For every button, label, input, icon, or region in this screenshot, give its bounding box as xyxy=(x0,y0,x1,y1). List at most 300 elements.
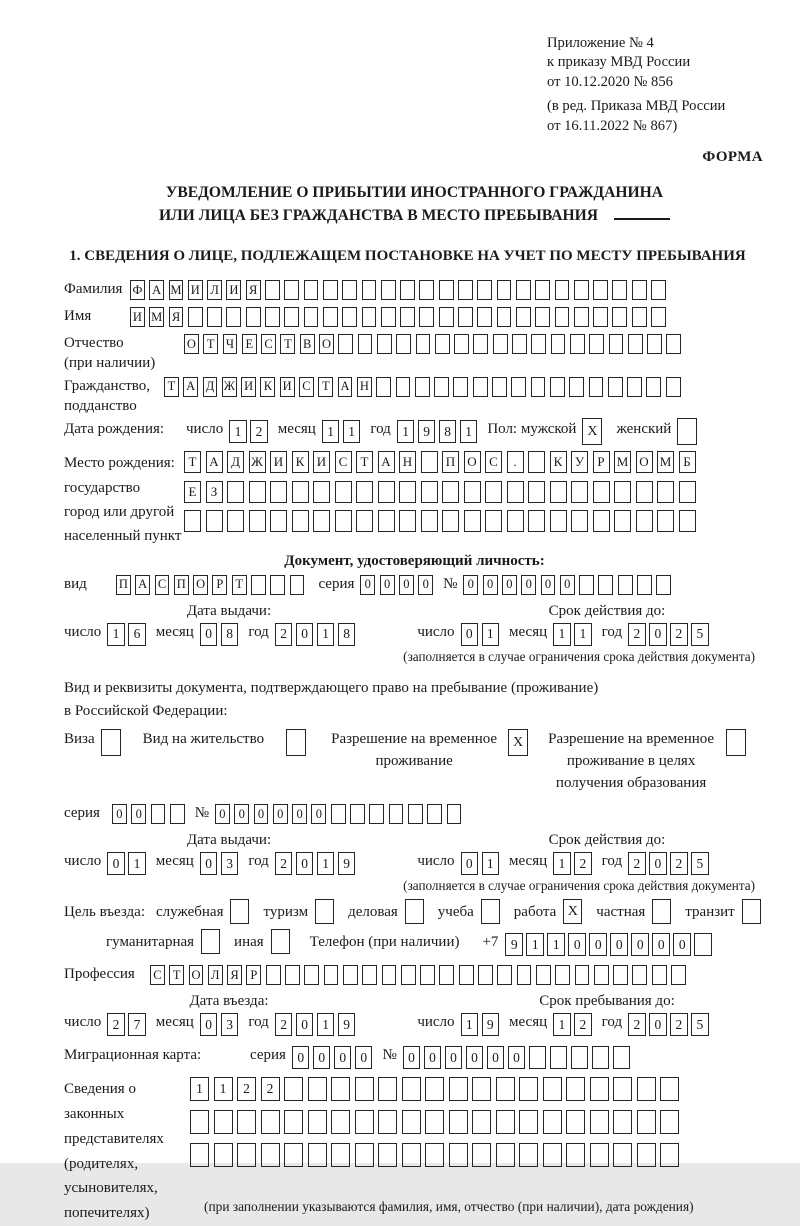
char-cell[interactable]: 0 xyxy=(483,575,498,595)
char-cell[interactable] xyxy=(270,575,285,595)
char-cell[interactable] xyxy=(261,1143,280,1167)
char-cell[interactable]: 0 xyxy=(313,1046,331,1069)
char-cell[interactable] xyxy=(350,804,365,824)
char-cell[interactable]: 1 xyxy=(397,420,415,443)
char-cell[interactable] xyxy=(369,804,384,824)
char-cell[interactable] xyxy=(566,1110,585,1134)
char-cell[interactable] xyxy=(190,1110,209,1134)
char-cell[interactable] xyxy=(343,965,358,985)
char-cell[interactable] xyxy=(402,1110,421,1134)
char-cell[interactable]: 1 xyxy=(460,420,478,443)
char-cell[interactable] xyxy=(632,307,647,327)
char-cell[interactable] xyxy=(292,510,309,532)
char-cell[interactable] xyxy=(593,307,608,327)
char-cell[interactable] xyxy=(579,575,594,595)
char-cell[interactable] xyxy=(304,280,319,300)
char-cell[interactable] xyxy=(331,804,346,824)
purpose-study-checkbox[interactable] xyxy=(481,899,500,924)
char-cell[interactable] xyxy=(270,481,287,503)
char-cell[interactable] xyxy=(266,965,281,985)
char-cell[interactable]: 0 xyxy=(200,1013,218,1036)
char-cell[interactable] xyxy=(507,481,524,503)
char-cell[interactable]: 0 xyxy=(334,1046,352,1069)
char-cell[interactable] xyxy=(356,510,373,532)
char-cell[interactable] xyxy=(439,280,454,300)
char-cell[interactable] xyxy=(593,280,608,300)
char-cell[interactable] xyxy=(647,334,662,354)
char-cell[interactable] xyxy=(637,1077,656,1101)
char-cell[interactable]: 0 xyxy=(560,575,575,595)
char-cell[interactable] xyxy=(497,280,512,300)
char-cell[interactable]: Т xyxy=(184,451,201,473)
char-cell[interactable]: 0 xyxy=(461,852,479,875)
char-cell[interactable] xyxy=(401,965,416,985)
char-cell[interactable]: И xyxy=(270,451,287,473)
char-cell[interactable] xyxy=(473,377,488,397)
char-cell[interactable] xyxy=(419,307,434,327)
char-cell[interactable] xyxy=(543,1110,562,1134)
char-cell[interactable] xyxy=(464,510,481,532)
char-cell[interactable] xyxy=(308,1077,327,1101)
char-cell[interactable] xyxy=(531,334,546,354)
char-cell[interactable] xyxy=(651,307,666,327)
char-cell[interactable]: А xyxy=(149,280,164,300)
char-cell[interactable] xyxy=(529,1046,547,1069)
char-cell[interactable]: 1 xyxy=(317,852,335,875)
char-cell[interactable] xyxy=(575,965,590,985)
char-cell[interactable]: Л xyxy=(208,965,223,985)
char-cell[interactable]: 0 xyxy=(292,804,307,824)
sex-female-checkbox[interactable] xyxy=(677,418,697,445)
char-cell[interactable] xyxy=(636,481,653,503)
char-cell[interactable]: Т xyxy=(232,575,247,595)
char-cell[interactable] xyxy=(555,280,570,300)
char-cell[interactable] xyxy=(324,965,339,985)
char-cell[interactable]: 8 xyxy=(338,623,356,646)
char-cell[interactable]: С xyxy=(261,334,276,354)
char-cell[interactable] xyxy=(632,280,647,300)
char-cell[interactable]: К xyxy=(550,451,567,473)
char-cell[interactable] xyxy=(657,481,674,503)
char-cell[interactable] xyxy=(285,965,300,985)
char-cell[interactable] xyxy=(335,481,352,503)
char-cell[interactable] xyxy=(613,1077,632,1101)
purpose-business-checkbox[interactable] xyxy=(405,899,424,924)
char-cell[interactable]: 0 xyxy=(355,1046,373,1069)
char-cell[interactable] xyxy=(356,481,373,503)
char-cell[interactable] xyxy=(190,1143,209,1167)
char-cell[interactable] xyxy=(331,1143,350,1167)
char-cell[interactable] xyxy=(447,804,462,824)
char-cell[interactable] xyxy=(399,510,416,532)
char-cell[interactable]: 0 xyxy=(461,623,479,646)
char-cell[interactable]: Р xyxy=(212,575,227,595)
char-cell[interactable]: М xyxy=(614,451,631,473)
char-cell[interactable] xyxy=(590,1077,609,1101)
char-cell[interactable] xyxy=(381,280,396,300)
char-cell[interactable] xyxy=(184,510,201,532)
char-cell[interactable]: 0 xyxy=(200,623,218,646)
char-cell[interactable] xyxy=(449,1110,468,1134)
char-cell[interactable] xyxy=(335,510,352,532)
char-cell[interactable] xyxy=(284,1110,303,1134)
char-cell[interactable]: С xyxy=(299,377,314,397)
char-cell[interactable]: 2 xyxy=(670,623,688,646)
char-cell[interactable] xyxy=(381,307,396,327)
char-cell[interactable] xyxy=(323,307,338,327)
char-cell[interactable] xyxy=(519,1143,538,1167)
char-cell[interactable]: С xyxy=(150,965,165,985)
char-cell[interactable]: 1 xyxy=(317,1013,335,1036)
char-cell[interactable] xyxy=(637,575,652,595)
char-cell[interactable] xyxy=(613,1110,632,1134)
char-cell[interactable] xyxy=(378,510,395,532)
char-cell[interactable] xyxy=(249,481,266,503)
char-cell[interactable] xyxy=(449,1143,468,1167)
char-cell[interactable]: Т xyxy=(318,377,333,397)
char-cell[interactable]: 9 xyxy=(482,1013,500,1036)
char-cell[interactable]: 1 xyxy=(553,623,571,646)
purpose-official-checkbox[interactable] xyxy=(230,899,249,924)
char-cell[interactable] xyxy=(636,510,653,532)
char-cell[interactable]: 0 xyxy=(254,804,269,824)
char-cell[interactable]: Н xyxy=(399,451,416,473)
char-cell[interactable] xyxy=(378,481,395,503)
char-cell[interactable] xyxy=(477,280,492,300)
char-cell[interactable]: 2 xyxy=(250,420,268,443)
char-cell[interactable] xyxy=(355,1110,374,1134)
char-cell[interactable] xyxy=(519,1110,538,1134)
char-cell[interactable]: А xyxy=(206,451,223,473)
char-cell[interactable]: 2 xyxy=(275,1013,293,1036)
char-cell[interactable] xyxy=(472,1110,491,1134)
char-cell[interactable] xyxy=(377,334,392,354)
char-cell[interactable] xyxy=(342,280,357,300)
char-cell[interactable]: 0 xyxy=(380,575,395,595)
char-cell[interactable]: Б xyxy=(679,451,696,473)
char-cell[interactable] xyxy=(408,804,423,824)
char-cell[interactable] xyxy=(592,1046,610,1069)
char-cell[interactable] xyxy=(666,377,681,397)
char-cell[interactable] xyxy=(421,510,438,532)
char-cell[interactable]: 1 xyxy=(317,623,335,646)
char-cell[interactable] xyxy=(378,1143,397,1167)
char-cell[interactable]: 5 xyxy=(691,852,709,875)
char-cell[interactable] xyxy=(249,510,266,532)
char-cell[interactable]: Ж xyxy=(222,377,237,397)
char-cell[interactable]: 0 xyxy=(649,623,667,646)
char-cell[interactable] xyxy=(188,307,203,327)
char-cell[interactable] xyxy=(555,965,570,985)
char-cell[interactable] xyxy=(378,1110,397,1134)
char-cell[interactable]: 0 xyxy=(610,933,628,956)
char-cell[interactable] xyxy=(442,510,459,532)
char-cell[interactable]: 0 xyxy=(200,852,218,875)
char-cell[interactable] xyxy=(355,1143,374,1167)
char-cell[interactable]: 0 xyxy=(292,1046,310,1069)
char-cell[interactable]: 2 xyxy=(237,1077,256,1101)
char-cell[interactable] xyxy=(666,334,681,354)
char-cell[interactable] xyxy=(308,1110,327,1134)
char-cell[interactable] xyxy=(358,334,373,354)
char-cell[interactable]: 0 xyxy=(296,623,314,646)
char-cell[interactable]: 0 xyxy=(360,575,375,595)
char-cell[interactable]: 8 xyxy=(439,420,457,443)
char-cell[interactable] xyxy=(284,307,299,327)
char-cell[interactable] xyxy=(512,334,527,354)
char-cell[interactable] xyxy=(618,575,633,595)
char-cell[interactable] xyxy=(566,1143,585,1167)
char-cell[interactable] xyxy=(331,1110,350,1134)
option-temp-residence-education-checkbox[interactable] xyxy=(726,729,746,756)
char-cell[interactable] xyxy=(569,377,584,397)
char-cell[interactable] xyxy=(389,804,404,824)
char-cell[interactable] xyxy=(590,1143,609,1167)
char-cell[interactable] xyxy=(593,510,610,532)
char-cell[interactable] xyxy=(627,377,642,397)
char-cell[interactable] xyxy=(439,965,454,985)
char-cell[interactable] xyxy=(660,1143,679,1167)
char-cell[interactable]: 0 xyxy=(131,804,146,824)
char-cell[interactable] xyxy=(458,307,473,327)
char-cell[interactable]: 9 xyxy=(505,933,523,956)
char-cell[interactable] xyxy=(261,1110,280,1134)
char-cell[interactable]: 0 xyxy=(502,575,517,595)
char-cell[interactable] xyxy=(679,510,696,532)
char-cell[interactable] xyxy=(550,481,567,503)
char-cell[interactable] xyxy=(227,481,244,503)
char-cell[interactable] xyxy=(574,280,589,300)
char-cell[interactable]: 0 xyxy=(311,804,326,824)
char-cell[interactable]: 0 xyxy=(273,804,288,824)
char-cell[interactable]: П xyxy=(442,451,459,473)
char-cell[interactable] xyxy=(378,1077,397,1101)
char-cell[interactable]: 0 xyxy=(673,933,691,956)
char-cell[interactable] xyxy=(338,334,353,354)
char-cell[interactable] xyxy=(598,575,613,595)
char-cell[interactable]: 0 xyxy=(652,933,670,956)
char-cell[interactable] xyxy=(493,334,508,354)
char-cell[interactable] xyxy=(214,1110,233,1134)
char-cell[interactable] xyxy=(614,481,631,503)
char-cell[interactable] xyxy=(550,377,565,397)
char-cell[interactable] xyxy=(535,280,550,300)
char-cell[interactable] xyxy=(425,1077,444,1101)
char-cell[interactable] xyxy=(555,307,570,327)
char-cell[interactable] xyxy=(593,481,610,503)
char-cell[interactable] xyxy=(396,334,411,354)
char-cell[interactable]: И xyxy=(130,307,145,327)
char-cell[interactable]: О xyxy=(193,575,208,595)
char-cell[interactable] xyxy=(292,481,309,503)
char-cell[interactable] xyxy=(420,965,435,985)
char-cell[interactable]: Е xyxy=(242,334,257,354)
char-cell[interactable]: 1 xyxy=(214,1077,233,1101)
option-residence-permit-checkbox[interactable] xyxy=(286,729,306,756)
char-cell[interactable] xyxy=(472,1143,491,1167)
char-cell[interactable] xyxy=(400,307,415,327)
char-cell[interactable]: 0 xyxy=(399,575,414,595)
char-cell[interactable]: 0 xyxy=(112,804,127,824)
char-cell[interactable]: 2 xyxy=(275,852,293,875)
sex-male-checkbox[interactable]: X xyxy=(582,418,602,445)
char-cell[interactable] xyxy=(421,451,438,473)
char-cell[interactable]: С xyxy=(485,451,502,473)
char-cell[interactable] xyxy=(342,307,357,327)
char-cell[interactable] xyxy=(323,280,338,300)
char-cell[interactable] xyxy=(536,965,551,985)
char-cell[interactable]: 0 xyxy=(649,852,667,875)
char-cell[interactable]: 1 xyxy=(343,420,361,443)
char-cell[interactable] xyxy=(608,377,623,397)
char-cell[interactable] xyxy=(646,377,661,397)
char-cell[interactable]: 3 xyxy=(221,1013,239,1036)
char-cell[interactable]: 0 xyxy=(463,575,478,595)
char-cell[interactable] xyxy=(497,307,512,327)
char-cell[interactable] xyxy=(519,1077,538,1101)
char-cell[interactable] xyxy=(214,1143,233,1167)
char-cell[interactable] xyxy=(485,481,502,503)
char-cell[interactable] xyxy=(402,1077,421,1101)
char-cell[interactable] xyxy=(284,1143,303,1167)
char-cell[interactable]: Д xyxy=(227,451,244,473)
char-cell[interactable]: 0 xyxy=(521,575,536,595)
char-cell[interactable] xyxy=(612,280,627,300)
char-cell[interactable]: 1 xyxy=(461,1013,479,1036)
char-cell[interactable]: 6 xyxy=(128,623,146,646)
char-cell[interactable]: 0 xyxy=(296,1013,314,1036)
char-cell[interactable]: О xyxy=(189,965,204,985)
char-cell[interactable]: Ч xyxy=(223,334,238,354)
char-cell[interactable] xyxy=(265,307,280,327)
char-cell[interactable]: Е xyxy=(184,481,201,503)
char-cell[interactable] xyxy=(637,1110,656,1134)
char-cell[interactable]: В xyxy=(300,334,315,354)
char-cell[interactable]: 0 xyxy=(107,852,125,875)
char-cell[interactable] xyxy=(313,510,330,532)
char-cell[interactable]: Ж xyxy=(249,451,266,473)
char-cell[interactable]: 0 xyxy=(424,1046,442,1069)
char-cell[interactable] xyxy=(657,510,674,532)
char-cell[interactable] xyxy=(442,481,459,503)
char-cell[interactable]: 0 xyxy=(541,575,556,595)
char-cell[interactable] xyxy=(516,307,531,327)
char-cell[interactable] xyxy=(362,965,377,985)
char-cell[interactable] xyxy=(570,334,585,354)
char-cell[interactable] xyxy=(632,965,647,985)
char-cell[interactable]: 1 xyxy=(526,933,544,956)
char-cell[interactable] xyxy=(284,280,299,300)
char-cell[interactable]: А xyxy=(135,575,150,595)
char-cell[interactable] xyxy=(566,1077,585,1101)
char-cell[interactable] xyxy=(246,307,261,327)
char-cell[interactable] xyxy=(550,1046,568,1069)
char-cell[interactable]: 1 xyxy=(482,623,500,646)
char-cell[interactable] xyxy=(313,481,330,503)
char-cell[interactable] xyxy=(613,1143,632,1167)
char-cell[interactable]: 0 xyxy=(215,804,230,824)
char-cell[interactable] xyxy=(425,1143,444,1167)
char-cell[interactable] xyxy=(439,307,454,327)
char-cell[interactable]: Т xyxy=(356,451,373,473)
char-cell[interactable]: А xyxy=(338,377,353,397)
char-cell[interactable] xyxy=(628,334,643,354)
char-cell[interactable] xyxy=(496,1110,515,1134)
char-cell[interactable]: 2 xyxy=(670,1013,688,1036)
char-cell[interactable]: 0 xyxy=(649,1013,667,1036)
char-cell[interactable] xyxy=(237,1110,256,1134)
char-cell[interactable] xyxy=(492,377,507,397)
char-cell[interactable] xyxy=(434,377,449,397)
char-cell[interactable]: 0 xyxy=(487,1046,505,1069)
char-cell[interactable]: А xyxy=(378,451,395,473)
char-cell[interactable] xyxy=(464,481,481,503)
char-cell[interactable] xyxy=(571,510,588,532)
char-cell[interactable]: 1 xyxy=(482,852,500,875)
char-cell[interactable] xyxy=(571,481,588,503)
char-cell[interactable] xyxy=(284,1077,303,1101)
char-cell[interactable]: У xyxy=(571,451,588,473)
char-cell[interactable] xyxy=(453,377,468,397)
char-cell[interactable]: 1 xyxy=(574,623,592,646)
char-cell[interactable] xyxy=(415,377,430,397)
char-cell[interactable]: А xyxy=(183,377,198,397)
char-cell[interactable]: . xyxy=(507,451,524,473)
char-cell[interactable] xyxy=(485,510,502,532)
char-cell[interactable] xyxy=(543,1143,562,1167)
char-cell[interactable] xyxy=(206,510,223,532)
char-cell[interactable]: 2 xyxy=(628,852,646,875)
char-cell[interactable] xyxy=(399,481,416,503)
char-cell[interactable] xyxy=(660,1110,679,1134)
purpose-work-checkbox[interactable]: X xyxy=(563,899,582,924)
char-cell[interactable] xyxy=(651,280,666,300)
char-cell[interactable] xyxy=(435,334,450,354)
char-cell[interactable] xyxy=(671,965,686,985)
char-cell[interactable] xyxy=(227,510,244,532)
char-cell[interactable] xyxy=(151,804,166,824)
char-cell[interactable]: 2 xyxy=(275,623,293,646)
char-cell[interactable] xyxy=(458,280,473,300)
char-cell[interactable]: Т xyxy=(164,377,179,397)
char-cell[interactable]: К xyxy=(260,377,275,397)
char-cell[interactable]: И xyxy=(226,280,241,300)
char-cell[interactable]: 0 xyxy=(508,1046,526,1069)
char-cell[interactable] xyxy=(477,307,492,327)
char-cell[interactable]: К xyxy=(292,451,309,473)
char-cell[interactable] xyxy=(574,307,589,327)
char-cell[interactable] xyxy=(459,965,474,985)
char-cell[interactable] xyxy=(207,307,222,327)
char-cell[interactable] xyxy=(507,510,524,532)
char-cell[interactable]: 0 xyxy=(589,933,607,956)
char-cell[interactable]: 2 xyxy=(628,1013,646,1036)
char-cell[interactable]: 0 xyxy=(466,1046,484,1069)
char-cell[interactable] xyxy=(694,933,712,956)
char-cell[interactable]: М xyxy=(657,451,674,473)
char-cell[interactable] xyxy=(237,1143,256,1167)
char-cell[interactable]: 1 xyxy=(322,420,340,443)
char-cell[interactable] xyxy=(589,334,604,354)
char-cell[interactable]: Я xyxy=(246,280,261,300)
char-cell[interactable] xyxy=(679,481,696,503)
char-cell[interactable]: О xyxy=(636,451,653,473)
char-cell[interactable] xyxy=(594,965,609,985)
char-cell[interactable] xyxy=(656,575,671,595)
char-cell[interactable]: 0 xyxy=(568,933,586,956)
char-cell[interactable]: Т xyxy=(203,334,218,354)
char-cell[interactable] xyxy=(516,280,531,300)
